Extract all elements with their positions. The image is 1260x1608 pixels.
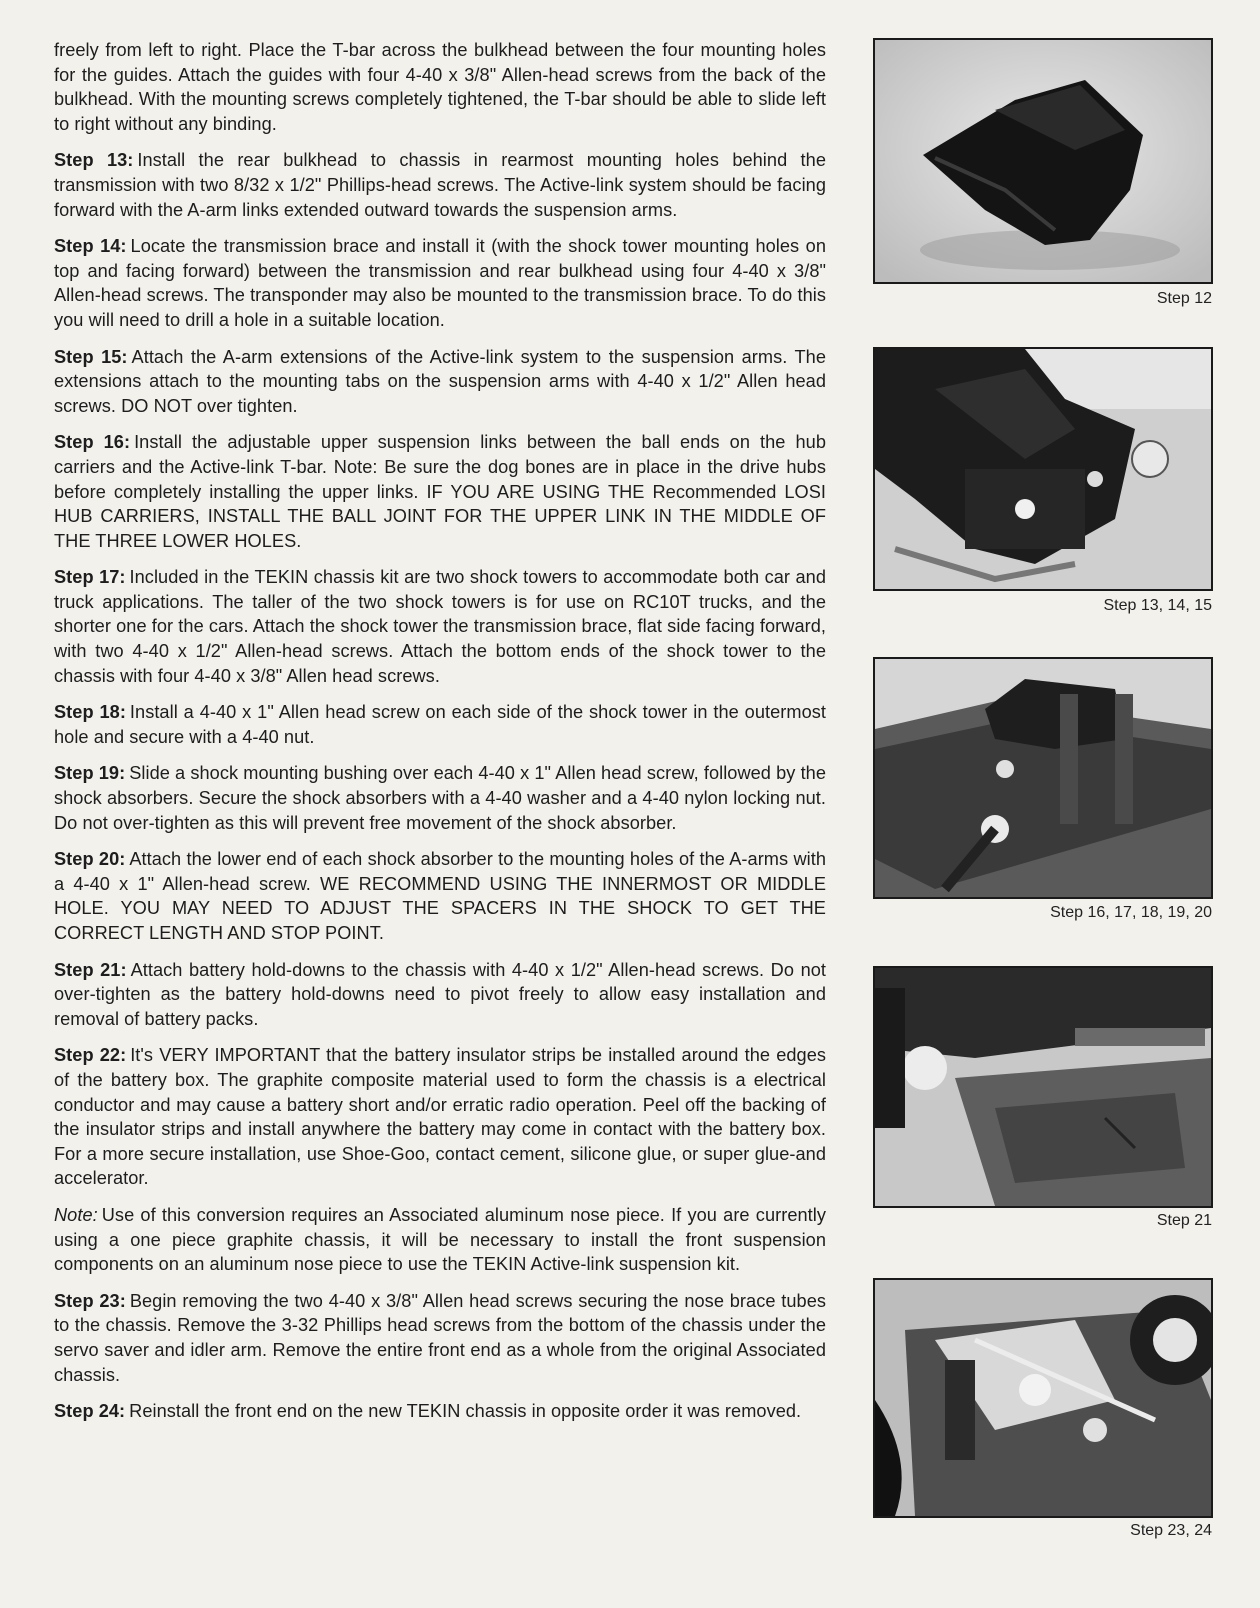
photo-step-12 (873, 38, 1213, 284)
paragraph-step-24: Step 24: Reinstall the front end on the new TEKIN chassis in opposite order it was removed. (54, 1401, 802, 1422)
caption-step-23-24: Step 23, 24 (1130, 1522, 1212, 1539)
caption-step-12: Step 12 (1156, 290, 1212, 307)
step-label: Step 22: (54, 1045, 127, 1066)
note-label: Note: (54, 1204, 98, 1225)
front-end-photo (875, 1280, 1211, 1516)
step-label: Step 19: (54, 763, 126, 784)
photo-step-16-20 (873, 657, 1213, 899)
step-label: Step 13: (54, 150, 134, 171)
instructions-text (54, 38, 826, 1436)
step-label: Step 15: (54, 346, 128, 367)
caption-step-21: Step 21 (1156, 1212, 1212, 1229)
transmission-assembly-photo (875, 349, 1211, 589)
paragraph-step-18: Step 18: Install a 4-40 x 1" Allen head screw on each side of the shock tower in the outermost hole and secure with a 4-40 nut. (54, 702, 826, 747)
photo-step-21 (873, 966, 1213, 1208)
step-label: Step 21: (54, 959, 127, 980)
paragraph-step-20: Step 20: Attach the lower end of each shock absorber to the mounting holes of the A-arms with a 4-40 x 1" Allen-head screw. WE RECOMMEND USING THE INNERMOST OR MIDDLE HOLE. YOU MAY NEED TO ADJUST THE SPACERS IN THE SHOCK TO GET THE CORRECT LENGTH AND STOP POINT. (54, 849, 826, 943)
paragraph-note: Note: Use of this conversion requires an Associated aluminum nose piece. If you are currently using a one piece graphite chassis, it will be necessary to install the front suspension components on an aluminum nose piece to use the TEKIN Active-link suspension kit. (54, 1204, 826, 1275)
paragraph-step-21: Step 21: Attach battery hold-downs to the chassis with 4-40 x 1/2" Allen-head screws. Do not over-tighten as the battery hold-downs need to pivot freely to allow easy installation and removal of battery packs. (54, 959, 826, 1029)
caption-step-13-14-15: Step 13, 14, 15 (1103, 597, 1212, 614)
step-label: Step 16: (54, 432, 131, 453)
caption-step-16-20: Step 16, 17, 18, 19, 20 (1050, 904, 1212, 921)
paragraph-step-15: Step 15: Attach the A-arm extensions of the Active-link system to the suspension arms. The extensions attach to the mounting tabs on the suspension arms with 4-40 x 1/2" Allen head screws. DO NOT over tighten. (54, 346, 826, 416)
step-label: Step 23: (54, 1290, 126, 1311)
step-label: Step 24: (54, 1401, 126, 1422)
step-label: Step 14: (54, 236, 127, 257)
paragraph-step-13: Step 13: Install the rear bulkhead to chassis in rearmost mounting holes behind the transmission with two 8/32 x 1/2" Phillips-head screws. The Active-link system should be facing forward with the A-arm links extended outward towards the suspension arms. (54, 150, 826, 220)
step-label: Step 17: (54, 567, 126, 588)
step-label: Step 18: (54, 702, 126, 723)
photo-step-13-14-15 (873, 347, 1213, 591)
photo-step-23-24 (873, 1278, 1213, 1518)
shock-tower-photo (875, 659, 1211, 897)
paragraph-step-17: Step 17: Included in the TEKIN chassis kit are two shock towers to accommodate both car and truck applications. The taller of the two shock towers is for use on RC10T trucks, and the shorter one for the cars. Attach the shock tower the transmission brace, flat side facing forward, with two 4-40 x 1/2" Allen-head screws. Attach the bottom ends of the shock tower to the chassis with four 4-40 x 3/8" Allen head screws. (54, 567, 826, 686)
paragraph-step-22: Step 22: It's VERY IMPORTANT that the battery insulator strips be installed around the edges of the battery box. The graphite composite material used to form the chassis is a electrical conductor and may cause a battery short and/or erratic radio operation. Peel off the backing of the insulator strips and install anywhere the battery may come in contact with the battery box. For a more secure installation, use Shoe-Goo, contact cement, silicone glue, or super glue-and accelerator. (54, 1045, 827, 1189)
paragraph-step-14: Step 14: Locate the transmission brace and install it (with the shock tower mounting holes on top and facing forward) between the transmission and rear bulkhead using four 4-40 x 3/8" Allen-head screws. The transponder may also be mounted to the transmission brace. To do this you will need to drill a hole in a suitable location. (54, 236, 827, 330)
paragraph-step-16: Step 16: Install the adjustable upper suspension links between the ball ends on the hub carriers and the Active-link T-bar. Note: Be sure the dog bones are in place in the drive hubs before completely installing the upper links. IF YOU ARE USING THE Recommended LOSI HUB CARRIERS, INSTALL THE BALL JOINT FOR THE UPPER LINK IN THE MIDDLE OF THE THREE LOWER HOLES. (54, 432, 826, 551)
step-label: Step 20: (54, 849, 126, 870)
battery-hold-down-photo (875, 968, 1211, 1206)
paragraph-intro: freely from left to right. Place the T-bar across the bulkhead between the four mounting holes for the guides. Attach the guides with four 4-40 x 3/8" Allen-head screws from the back of the bulkhead. With the mounting screws completely tightened, the T-bar should be able to slide left to right without any binding. (54, 40, 826, 134)
rear-bulkhead-photo (875, 40, 1211, 282)
paragraph-step-19: Step 19: Slide a shock mounting bushing over each 4-40 x 1" Allen head screw, followed by the shock absorbers. Secure the shock absorbers with a 4-40 washer and a 4-40 nylon locking nut. Do not over-tighten as this will prevent free movement of the shock absorber. (54, 763, 827, 833)
paragraph-step-23: Step 23: Begin removing the two 4-40 x 3/8" Allen head screws securing the nose brace tubes to the chassis. Remove the 3-32 Phillips head screws from the bottom of the chassis under the servo saver and idler arm. Remove the entire front end as a whole from the original Associated chassis. (54, 1290, 827, 1385)
